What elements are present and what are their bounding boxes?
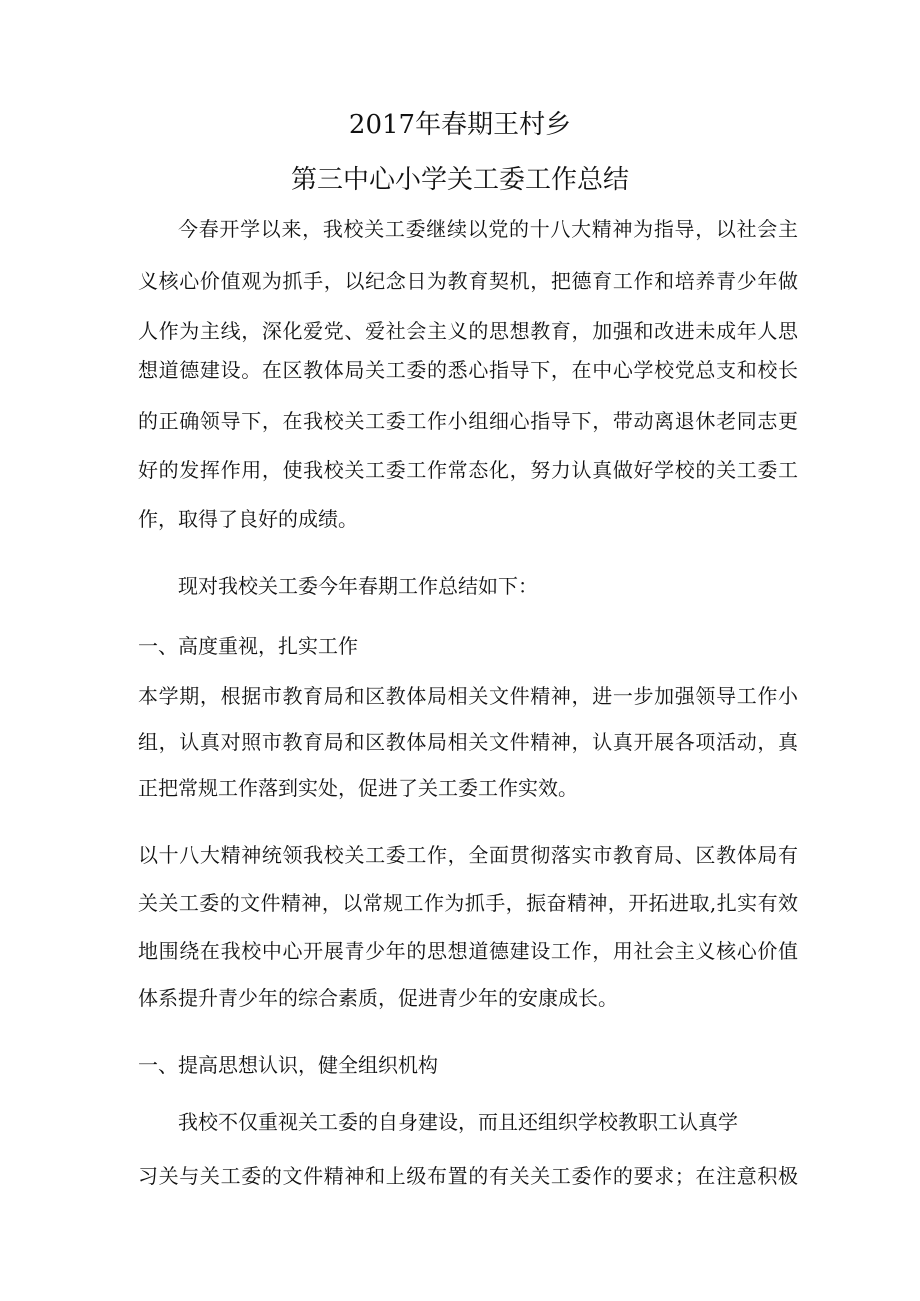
section-1-para-1-line: 组，认真对照市教育局和区教体局相关文件精神，认真开展各项活动，真 (138, 730, 798, 754)
section-1-para-2-line: 地围绕在我校中心开展青少年的思想道德建设工作，用社会主义核心价值 (138, 939, 798, 963)
section-1-para-1-line: 本学期，根据市教育局和区教体局相关文件精神，进一步加强领导工作小 (138, 684, 798, 708)
intro-line: 作，取得了良好的成绩。 (138, 507, 358, 531)
section-1-para-2-line: 以十八大精神统领我校关工委工作，全面贯彻落实市教育局、区教体局有 (138, 843, 798, 867)
section-1-heading: 一、高度重视，扎实工作 (138, 634, 358, 658)
section-2-heading: 一、提高思想认识，健全组织机构 (138, 1053, 438, 1077)
document-title-line-1: 2017年春期王村乡 (348, 110, 572, 140)
document-title-line-2: 第三中心小学关工委工作总结 (290, 165, 629, 195)
intro-line: 想道德建设。在区教体局关工委的悉心指导下，在中心学校党总支和校长 (138, 358, 798, 382)
section-1-para-1-line: 正把常规工作落到实处，促进了关工委工作实效。 (138, 776, 578, 800)
section-2-para-line: 我校不仅重视关工委的自身建设，而且还组织学校教职工认真学 (178, 1110, 738, 1134)
intro-line: 人作为主线，深化爱党、爱社会主义的思想教育，加强和改进未成年人思 (138, 319, 798, 343)
section-1-para-2-line: 关关工委的文件精神，以常规工作为抓手，振奋精神，开拓进取,扎实有效 (138, 891, 798, 915)
intro-line: 的正确领导下，在我校关工委工作小组细心指导下，带动离退休老同志更 (138, 409, 798, 433)
intro-line: 好的发挥作用，使我校关工委工作常态化，努力认真做好学校的关工委工 (138, 458, 798, 482)
summary-intro: 现对我校关工委今年春期工作总结如下： (178, 574, 538, 598)
intro-line: 义核心价值观为抓手，以纪念日为教育契机，把德育工作和培养青少年做 (138, 269, 798, 293)
section-2-para-line: 习关与关工委的文件精神和上级布置的有关关工委作的要求；在注意积极 (138, 1164, 798, 1188)
intro-line: 今春开学以来，我校关工委继续以党的十八大精神为指导，以社会主 (178, 217, 798, 241)
section-1-para-2-line: 体系提升青少年的综合素质，促进青少年的安康成长。 (138, 986, 618, 1010)
